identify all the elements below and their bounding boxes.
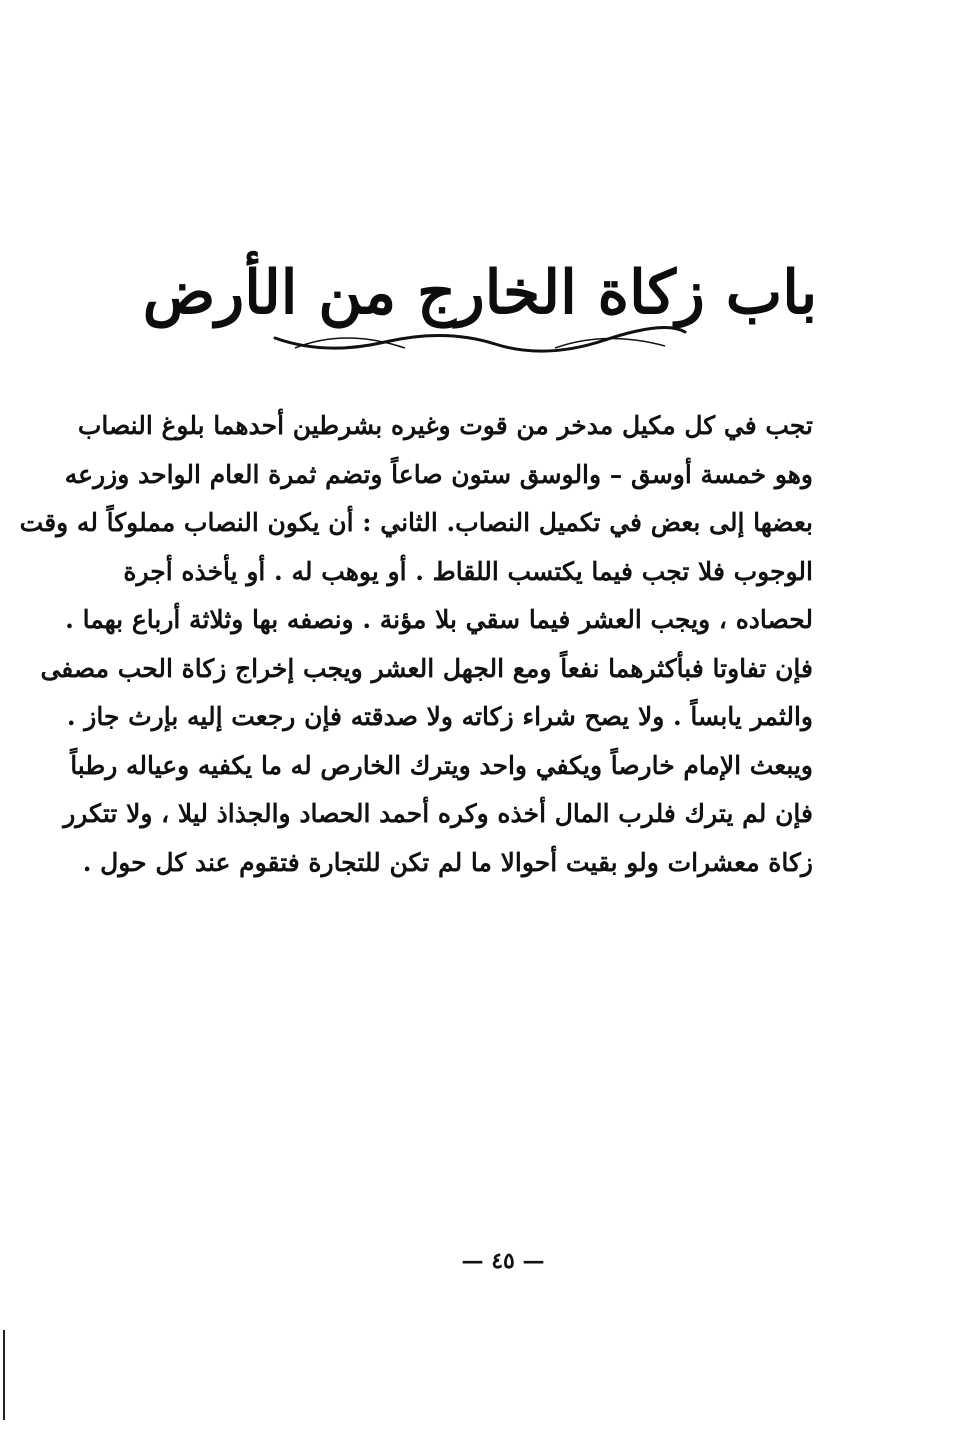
text-line: وهو خمسة أوسق – والوسق ستون صاعاً وتضم ثمرة العام الواحد وزرعه bbox=[64, 459, 813, 489]
page-number: — ٤٥ — bbox=[461, 1248, 545, 1274]
text-line: لحصاده ، ويجب العشر فيما سقي بلا مؤنة . ونصفه بها وثلاثة أرباع بهما . bbox=[65, 605, 813, 634]
scan-edge-mark bbox=[3, 1330, 5, 1420]
text-line: ويبعث الإمام خارصاً ويكفي واحد ويترك الخارص له ما يكفيه وعياله رطباً bbox=[70, 750, 813, 780]
chapter-title: باب زكاة الخارج من الأرض bbox=[142, 258, 818, 328]
text-line: بعضها إلى بعض في تكميل النصاب. الثاني : أن يكون النصاب مملوكاً له وقت bbox=[19, 508, 813, 537]
text-line: فإن لم يترك فلرب المال أخذه وكره أحمد الحصاد والجذاذ ليلا ، ولا تتكرر bbox=[63, 799, 813, 828]
text-line: الوجوب فلا تجب فيما يكتسب اللقاط . أو يوهب له . أو يأخذه أجرة bbox=[123, 556, 813, 586]
text-line: فإن تفاوتا فبأكثرهما نفعاً ومع الجهل العشر ويجب إخراج زكاة الحب مصفى bbox=[40, 653, 813, 683]
body-paragraph bbox=[19, 402, 813, 887]
text-line: والثمر يابساً . ولا يصح شراء زكاته ولا صدقته فإن رجعت إليه بإرث جاز . bbox=[66, 702, 813, 731]
text-line: زكاة معشرات ولو بقيت أحوالا ما لم تكن للتجارة فتقوم عند كل حول . bbox=[82, 847, 813, 877]
text-line: تجب في كل مكيل مدخر من قوت وغيره بشرطين أحدهما بلوغ النصاب bbox=[77, 411, 813, 440]
title-flourish bbox=[265, 318, 695, 358]
